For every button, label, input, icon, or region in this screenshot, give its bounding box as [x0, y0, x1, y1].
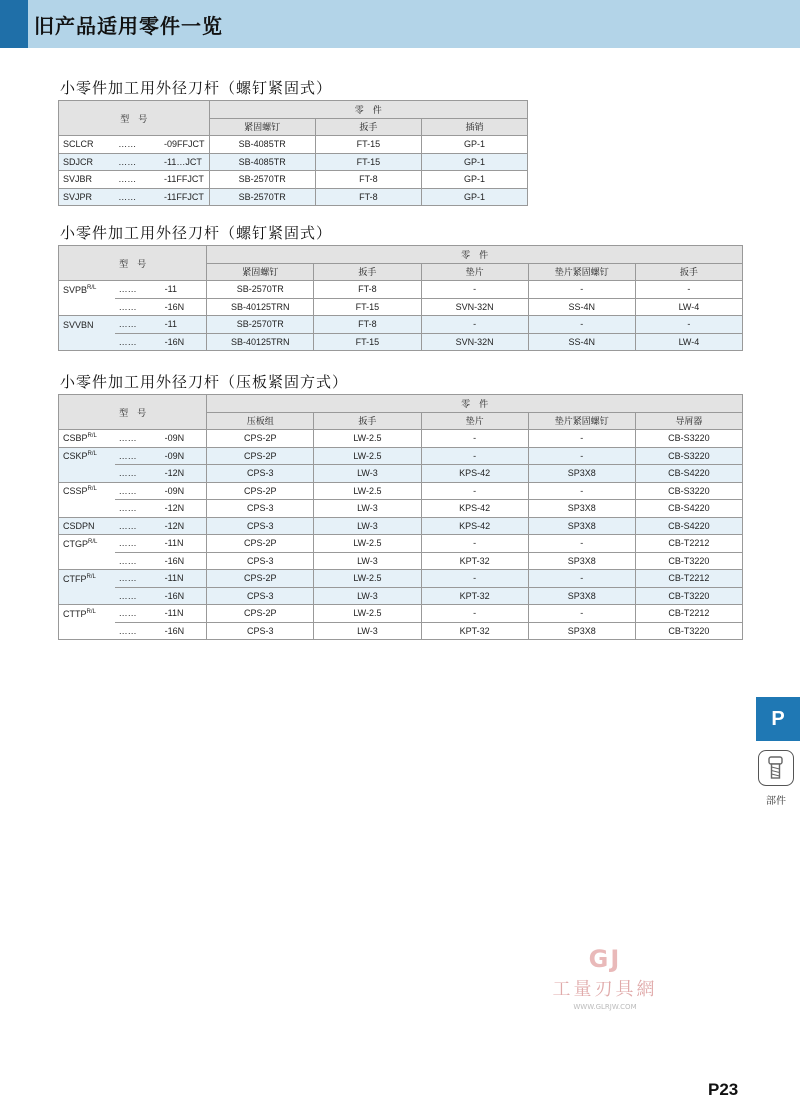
model-suffix: -11N — [161, 570, 207, 588]
table-row — [59, 622, 743, 640]
model-dots: …… — [115, 622, 161, 640]
part-cell: LW-3 — [314, 622, 421, 640]
part-cell: CB-S4220 — [635, 500, 742, 518]
model-code — [59, 500, 115, 518]
part-cell: CB-S3220 — [635, 447, 742, 465]
table-row — [59, 570, 743, 588]
part-cell: LW-3 — [314, 465, 421, 483]
model-dots: …… — [115, 333, 161, 351]
side-label: 部件 — [766, 796, 786, 807]
part-cell: LW-3 — [314, 517, 421, 535]
model-suffix: -11…JCT — [160, 153, 209, 171]
parts-header: 零 件 — [209, 101, 527, 119]
part-cell: KPS-42 — [421, 500, 528, 518]
table-row — [59, 153, 528, 171]
model-dots: …… — [115, 517, 161, 535]
part-cell: SB-2570TR — [209, 188, 315, 206]
model-dots: …… — [115, 482, 161, 500]
part-cell: CB-T2212 — [635, 605, 742, 623]
model-dots: …… — [115, 447, 161, 465]
part-cell: CPS-3 — [207, 500, 314, 518]
table3 — [58, 394, 743, 640]
part-cell: FT-15 — [314, 333, 421, 351]
part-cell: CB-S4220 — [635, 517, 742, 535]
part-cell: KPS-42 — [421, 517, 528, 535]
model-code: $CSSP^{R/L}$ — [59, 482, 115, 500]
part-cell: CB-T2212 — [635, 570, 742, 588]
part-cell: CPS-2P — [207, 430, 314, 448]
part-cell: CB-T3220 — [635, 587, 742, 605]
part-cell: SP3X8 — [528, 552, 635, 570]
model-code: $CSBP^{R/L}$ — [59, 430, 115, 448]
table-row — [59, 587, 743, 605]
part-cell: SP3X8 — [528, 587, 635, 605]
part-cell: GP-1 — [421, 188, 527, 206]
part-cell: SB-40125TRN — [207, 298, 314, 316]
model-dots: …… — [115, 430, 161, 448]
part-cell: - — [421, 535, 528, 553]
part-cell: - — [528, 430, 635, 448]
table2-title: 小零件加工用外径刀杆（螺钉紧固式） — [60, 224, 333, 242]
model-dots: …… — [115, 281, 161, 299]
part-cell: LW-2.5 — [314, 430, 421, 448]
part-cell: CB-S4220 — [635, 465, 742, 483]
part-cell: SVN-32N — [421, 298, 528, 316]
model-dots: …… — [115, 552, 161, 570]
table2-body — [59, 281, 743, 351]
column-header: 扳手 — [635, 263, 742, 281]
column-header: 压板组 — [207, 412, 314, 430]
table-row — [59, 517, 743, 535]
model-dots: …… — [114, 136, 160, 154]
model-code: CSDPN — [59, 517, 115, 535]
parts-header: 零 件 — [207, 395, 743, 413]
part-cell: LW-2.5 — [314, 447, 421, 465]
model-suffix: -09N — [161, 482, 207, 500]
part-cell: CPS-2P — [207, 447, 314, 465]
part-cell: FT-8 — [314, 281, 421, 299]
part-cell: - — [528, 482, 635, 500]
model-dots: …… — [114, 188, 160, 206]
table-row — [59, 136, 528, 154]
model-dots: …… — [115, 500, 161, 518]
part-cell: KPT-32 — [421, 587, 528, 605]
model-dots: …… — [115, 587, 161, 605]
part-cell: LW-3 — [314, 500, 421, 518]
column-header: 垫片紧固螺钉 — [528, 263, 635, 281]
part-cell: SS-4N — [528, 298, 635, 316]
part-cell: GP-1 — [421, 153, 527, 171]
table-row — [59, 298, 743, 316]
part-cell: CPS-2P — [207, 535, 314, 553]
column-header: 垫片 — [421, 263, 528, 281]
part-cell: CB-S3220 — [635, 482, 742, 500]
column-header: 扳手 — [314, 412, 421, 430]
part-cell: - — [528, 316, 635, 334]
model-suffix: -11 — [161, 281, 207, 299]
part-cell: SP3X8 — [528, 517, 635, 535]
table1-title: 小零件加工用外径刀杆（螺钉紧固式） — [60, 79, 333, 97]
model-code — [59, 587, 115, 605]
table-row — [59, 430, 743, 448]
part-cell: FT-15 — [315, 136, 421, 154]
part-cell: SB-2570TR — [207, 316, 314, 334]
part-cell: SB-4085TR — [209, 136, 315, 154]
model-dots: …… — [115, 570, 161, 588]
part-cell: - — [528, 570, 635, 588]
model-suffix: -16N — [161, 333, 207, 351]
part-cell: FT-15 — [314, 298, 421, 316]
model-code: $CTTP^{R/L}$ — [59, 605, 115, 623]
model-suffix: -09N — [161, 447, 207, 465]
model-dots: …… — [114, 153, 160, 171]
part-cell: SVN-32N — [421, 333, 528, 351]
part-cell: CPS-3 — [207, 622, 314, 640]
part-cell: LW-4 — [635, 333, 742, 351]
header-accent — [0, 0, 28, 48]
model-code: SVJPR — [59, 188, 115, 206]
watermark — [540, 945, 670, 1011]
part-cell: CPS-3 — [207, 517, 314, 535]
column-header: 垫片 — [421, 412, 528, 430]
part-cell: SB-40125TRN — [207, 333, 314, 351]
part-cell: CPS-3 — [207, 465, 314, 483]
model-suffix: -12N — [161, 500, 207, 518]
model-dots: …… — [115, 316, 161, 334]
part-cell: - — [528, 447, 635, 465]
model-suffix: -12N — [161, 465, 207, 483]
part-cell: KPT-32 — [421, 622, 528, 640]
model-suffix: -09N — [161, 430, 207, 448]
part-cell: - — [635, 316, 742, 334]
model-code — [59, 552, 115, 570]
part-cell: - — [528, 281, 635, 299]
part-cell: SB-2570TR — [207, 281, 314, 299]
part-cell: - — [421, 281, 528, 299]
part-cell: - — [421, 447, 528, 465]
table-row — [59, 188, 528, 206]
part-cell: CPS-2P — [207, 570, 314, 588]
part-cell: CB-T2212 — [635, 535, 742, 553]
table-row — [59, 333, 743, 351]
part-cell: CB-T3220 — [635, 552, 742, 570]
part-cell: - — [635, 281, 742, 299]
table2 — [58, 245, 743, 351]
table-row — [59, 281, 743, 299]
table3-title: 小零件加工用外径刀杆（压板紧固方式） — [60, 373, 349, 391]
model-code — [59, 298, 115, 316]
table1 — [58, 100, 528, 206]
table3-body — [59, 430, 743, 640]
part-cell: - — [421, 482, 528, 500]
column-header: 紧固螺钉 — [209, 118, 315, 136]
model-suffix: -16N — [161, 587, 207, 605]
model-suffix: -11 — [161, 316, 207, 334]
part-cell: CB-T3220 — [635, 622, 742, 640]
page-title: 旧产品适用零件一览 — [34, 14, 223, 38]
header-bar — [0, 0, 800, 48]
model-code: SCLCR — [59, 136, 115, 154]
model-code: SVVBN — [59, 316, 115, 334]
model-code — [59, 622, 115, 640]
part-cell: SB-4085TR — [209, 153, 315, 171]
model-suffix: -11FFJCT — [160, 171, 209, 189]
model-header: 型 号 — [59, 395, 207, 430]
part-cell: LW-4 — [635, 298, 742, 316]
part-cell: SP3X8 — [528, 622, 635, 640]
column-header: 扳手 — [315, 118, 421, 136]
watermark-url: WWW.GLRJW.COM — [573, 1003, 637, 1011]
part-cell: SP3X8 — [528, 465, 635, 483]
part-cell: SB-2570TR — [209, 171, 315, 189]
parts-header: 零 件 — [207, 246, 743, 264]
part-cell: SP3X8 — [528, 500, 635, 518]
model-code — [59, 465, 115, 483]
table-row — [59, 605, 743, 623]
part-cell: LW-3 — [314, 587, 421, 605]
model-dots: …… — [115, 298, 161, 316]
part-cell: CPS-3 — [207, 552, 314, 570]
watermark-name: 工量刃具網 — [552, 979, 658, 1000]
part-cell: LW-2.5 — [314, 570, 421, 588]
column-header: 导屑器 — [635, 412, 742, 430]
model-code: $SVPB^{R/L}$ — [59, 281, 115, 299]
part-cell: LW-2.5 — [314, 605, 421, 623]
table-row — [59, 316, 743, 334]
part-cell: - — [528, 535, 635, 553]
table-row — [59, 447, 743, 465]
part-cell: CPS-2P — [207, 605, 314, 623]
part-cell: FT-8 — [314, 316, 421, 334]
table-row — [59, 500, 743, 518]
part-cell: - — [421, 605, 528, 623]
column-header: 插销 — [421, 118, 527, 136]
column-header: 紧固螺钉 — [207, 263, 314, 281]
part-cell: FT-8 — [315, 171, 421, 189]
page-number: P23 — [708, 1080, 739, 1099]
model-dots: …… — [114, 171, 160, 189]
part-cell: FT-8 — [315, 188, 421, 206]
table-row — [59, 535, 743, 553]
model-dots: …… — [115, 465, 161, 483]
part-cell: - — [421, 316, 528, 334]
model-suffix: -09FFJCT — [160, 136, 209, 154]
model-header: 型 号 — [59, 246, 207, 281]
model-dots: …… — [115, 605, 161, 623]
part-cell: SS-4N — [528, 333, 635, 351]
part-cell: KPS-42 — [421, 465, 528, 483]
column-header: 扳手 — [314, 263, 421, 281]
part-cell: LW-3 — [314, 552, 421, 570]
section-tab-p[interactable]: P — [756, 697, 800, 741]
part-cell: CPS-2P — [207, 482, 314, 500]
part-cell: GP-1 — [421, 171, 527, 189]
model-dots: …… — [115, 535, 161, 553]
model-code: $CTGP^{R/L}$ — [59, 535, 115, 553]
watermark-logo: GJ — [588, 945, 622, 973]
table-row — [59, 552, 743, 570]
part-cell: - — [421, 570, 528, 588]
part-cell: CPS-3 — [207, 587, 314, 605]
table-row — [59, 482, 743, 500]
part-cell: LW-2.5 — [314, 535, 421, 553]
model-suffix: -12N — [161, 517, 207, 535]
part-cell: - — [421, 430, 528, 448]
model-code: SDJCR — [59, 153, 115, 171]
column-header: 垫片紧固螺钉 — [528, 412, 635, 430]
part-cell: LW-2.5 — [314, 482, 421, 500]
model-suffix: -11N — [161, 535, 207, 553]
model-suffix: -11N — [161, 605, 207, 623]
table-row — [59, 465, 743, 483]
part-cell: KPT-32 — [421, 552, 528, 570]
model-code — [59, 333, 115, 351]
model-code: SVJBR — [59, 171, 115, 189]
part-cell: - — [528, 605, 635, 623]
model-header: 型 号 — [59, 101, 210, 136]
model-suffix: -11FFJCT — [160, 188, 209, 206]
part-cell: GP-1 — [421, 136, 527, 154]
part-cell: CB-S3220 — [635, 430, 742, 448]
part-cell: FT-15 — [315, 153, 421, 171]
table-row — [59, 171, 528, 189]
model-suffix: -16N — [161, 552, 207, 570]
model-suffix: -16N — [161, 622, 207, 640]
model-code: $CTFP^{R/L}$ — [59, 570, 115, 588]
table1-body — [59, 136, 528, 206]
screw-icon — [758, 750, 794, 786]
model-suffix: -16N — [161, 298, 207, 316]
model-code: $CSKP^{R/L}$ — [59, 447, 115, 465]
